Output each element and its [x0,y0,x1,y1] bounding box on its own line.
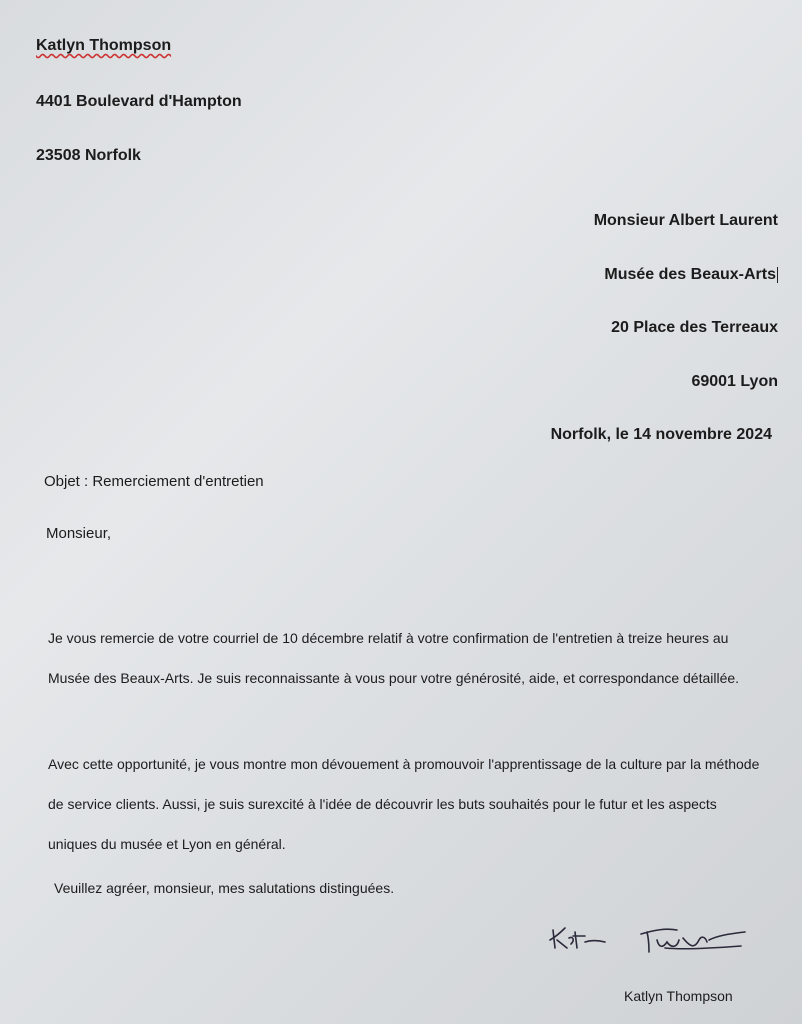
recipient-street: 20 Place des Terreaux [611,319,778,336]
body-paragraph-2: Avec cette opportunité, je vous montre mon dévouement à promouvoir l'apprentissage de la culture par la méthode de service clients. Aussi, je suis surexcité à l'idée de découvrir les buts souhaités pour le futur et les aspects uniques du musée et Lyon en général. [48,756,760,852]
date-line: Norfolk, le 14 novembre 2024 [550,426,772,443]
sender-street: 4401 Boulevard d'Hampton [36,93,242,110]
subject-line: Objet : Remerciement d'entretien [44,473,264,490]
recipient-organization [604,266,778,284]
closing-line: Veuillez agréer, monsieur, mes salutations distinguées. [54,880,395,896]
signature-scribble [545,918,755,958]
text-cursor [777,267,778,283]
body-paragraph-1: Je vous remercie de votre courriel de 10 décembre relatif à votre confirmation de l'entretien à treize heures au Musée des Beaux-Arts. Je suis reconnaissante à vous pour votre générosité, aide, et correspondance détaillée. [48,630,740,686]
recipient-city: 69001 Lyon [691,373,778,390]
signer-name: Katlyn Thompson [624,988,733,1004]
recipient-name: Monsieur Albert Laurent [593,212,778,229]
salutation: Monsieur, [46,525,112,542]
handwritten-signature [545,918,755,958]
recipient-organization-text: Musée des Beaux-Arts [604,266,776,283]
sender-name [36,37,171,55]
sender-city: 23508 Norfolk [36,147,141,164]
sender-name-text: Katlyn Thompson [36,37,172,54]
